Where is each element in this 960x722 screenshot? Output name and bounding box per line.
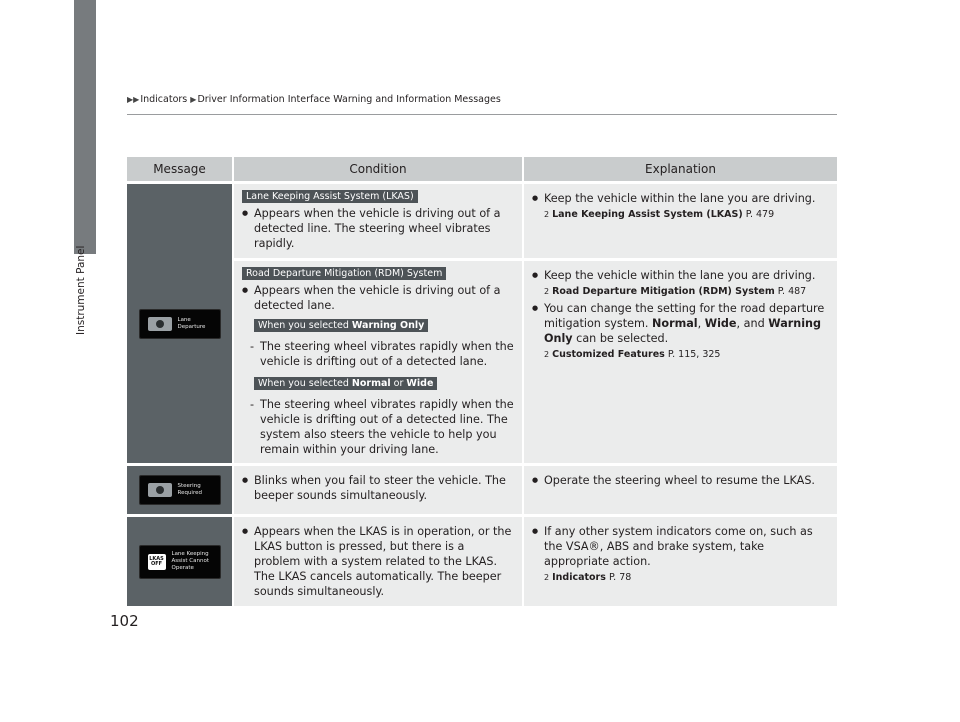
message-display-cell (127, 465, 233, 516)
mode-tag: When you selected Normal or Wide (254, 377, 437, 390)
condition-text: ● Appears when the LKAS is in operation, or the LKAS button is pressed, but there is a problem with a system related to the LKAS. The LKAS cancels automatically. The beeper sounds simultaneously. (242, 524, 514, 599)
explanation-cell (523, 516, 837, 607)
explanation-text: ● Keep the vehicle within the lane you are driving. (532, 191, 829, 206)
reference-icon: 2 (544, 573, 550, 582)
breadcrumb-arrow-icon: ▶▶ (127, 95, 140, 104)
breadcrumb (127, 94, 501, 105)
reference-page: P. 487 (777, 286, 807, 297)
page-reference[interactable] (544, 207, 829, 222)
reference-icon: 2 (544, 350, 550, 359)
reference-page: P. 115, 325 (667, 349, 721, 360)
column-header: Explanation (523, 157, 837, 183)
lane-departure-display (139, 309, 221, 339)
message-display-cell (127, 183, 233, 465)
messages-table (127, 157, 837, 606)
chapter-label: Instrument Panel (75, 245, 87, 335)
display-text: Lane Departure (177, 316, 206, 330)
system-tag: Lane Keeping Assist System (LKAS) (242, 190, 418, 203)
display-text: Lane Keeping Assist Cannot Operate (171, 551, 209, 571)
condition-cell (233, 260, 523, 465)
display-text: Steering Required (177, 483, 202, 496)
breadcrumb-item[interactable]: Driver Information Interface Warning and Information Messages (197, 94, 501, 105)
mode-tag: When you selected Warning Only (254, 319, 428, 332)
table-row (127, 260, 837, 465)
reference-title: Road Departure Mitigation (RDM) System (552, 286, 775, 297)
explanation-cell (523, 183, 837, 260)
condition-cell (233, 183, 523, 260)
reference-page: P. 78 (608, 572, 632, 583)
page-reference[interactable] (544, 570, 829, 585)
page-reference[interactable] (544, 347, 829, 362)
system-tag: Road Departure Mitigation (RDM) System (242, 267, 446, 280)
reference-title: Lane Keeping Assist System (LKAS) (552, 209, 743, 220)
lane-departure-icon (148, 317, 172, 331)
reference-page: P. 479 (745, 209, 775, 220)
lkas-off-icon: LKAS OFF (148, 554, 166, 570)
reference-title: Customized Features (552, 349, 665, 360)
side-tab (0, 0, 96, 722)
steering-required-display (139, 475, 221, 505)
lkas-cannot-operate-display (139, 545, 221, 579)
message-display-cell (127, 516, 233, 607)
mode-description: - The steering wheel vibrates rapidly when the vehicle is drifting out of a detected lane. (250, 339, 514, 369)
page-number: 102 (110, 612, 139, 630)
page-reference[interactable] (544, 284, 829, 299)
reference-icon: 2 (544, 287, 550, 296)
reference-title: Indicators (552, 572, 606, 583)
reference-icon: 2 (544, 210, 550, 219)
explanation-cell (523, 260, 837, 465)
condition-text: ● Blinks when you fail to steer the vehicle. The beeper sounds simultaneously. (242, 473, 514, 503)
column-header: Message (127, 157, 233, 183)
breadcrumb-item[interactable]: Indicators (140, 94, 188, 105)
condition-text: ● Appears when the vehicle is driving out of a detected line. The steering wheel vibrates rapidly. (242, 206, 514, 251)
table-header (127, 157, 837, 183)
breadcrumb-arrow-icon: ▶ (190, 95, 197, 104)
condition-text: ● Appears when the vehicle is driving out of a detected lane. (242, 283, 514, 313)
condition-cell (233, 516, 523, 607)
mode-description: - The steering wheel vibrates rapidly when the vehicle is drifting out of a detected line. The system also steers the vehicle to help you remain within your driving lane. (250, 397, 514, 457)
condition-cell (233, 465, 523, 516)
explanation-text: ● If any other system indicators come on, such as the VSA®, ABS and brake system, take appropriate action. (532, 524, 829, 569)
table-row (127, 465, 837, 516)
explanation-text: ● Operate the steering wheel to resume the LKAS. (532, 473, 829, 488)
explanation-text: ● Keep the vehicle within the lane you are driving. (532, 268, 829, 283)
explanation-text: ● You can change the setting for the road departure mitigation system. Normal, Wide, and Warning Only can be selected. (532, 301, 829, 346)
steering-icon (148, 483, 172, 497)
table-row (127, 516, 837, 607)
explanation-cell (523, 465, 837, 516)
column-header: Condition (233, 157, 523, 183)
header-rule (127, 114, 837, 115)
table-row (127, 183, 837, 260)
